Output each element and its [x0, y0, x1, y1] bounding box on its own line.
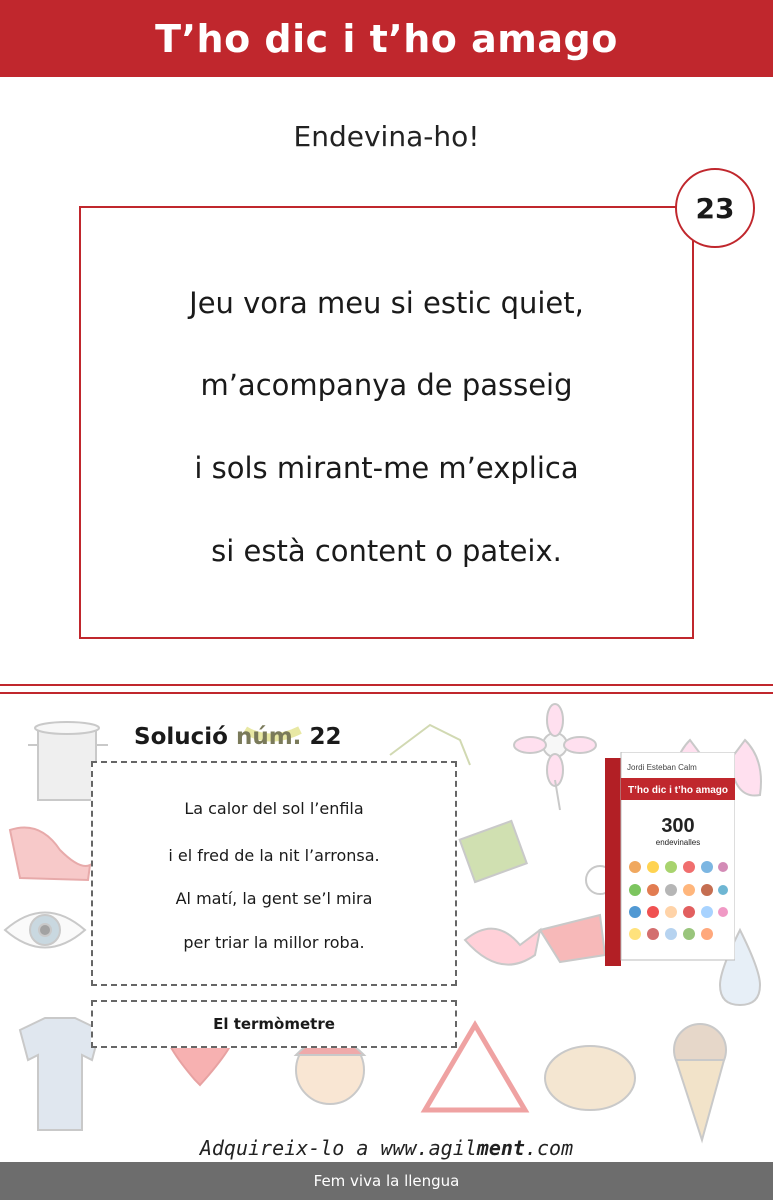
solution-line: Al matí, la gent se’l mira	[175, 889, 373, 908]
riddle-line: Jeu vora meu si estic quiet,	[189, 286, 584, 320]
answer-text: El termòmetre	[213, 1015, 335, 1033]
footer-bar	[0, 1162, 773, 1200]
eye-icon	[5, 913, 85, 948]
sharpener-icon	[460, 821, 527, 882]
book-author: Jordi Esteban Calm	[627, 763, 697, 772]
footer-text: Fem viva la llengua	[313, 1172, 460, 1190]
shirt-icon	[20, 1018, 100, 1130]
promo-bold: ment	[476, 1136, 525, 1160]
ice-cream-icon	[674, 1024, 726, 1140]
solution-line: i el fred de la nit l’arronsa.	[168, 846, 380, 865]
riddle-number-badge: 23	[675, 168, 755, 248]
book-cover[interactable]	[605, 752, 735, 966]
mantis-icon	[390, 725, 470, 765]
purchase-link[interactable]	[0, 1136, 773, 1160]
book-count: 300	[661, 815, 695, 837]
book-title: T’ho dic i t’ho amago	[628, 785, 728, 796]
riddle-line: i sols mirant-me m’explica	[194, 451, 579, 485]
riddle-box	[79, 206, 694, 639]
promo-suffix: .com	[524, 1136, 574, 1160]
flower-icon	[514, 704, 596, 810]
palette-icon	[545, 1046, 635, 1110]
solution-line: per triar la millor roba.	[183, 933, 365, 952]
drill-icon	[540, 915, 605, 962]
solution-line: La calor del sol l’enfila	[184, 799, 364, 818]
promo-prefix: Adquireix-lo a www.agil	[199, 1136, 477, 1160]
solution-riddle-box	[91, 761, 457, 986]
subtitle: Endevina-ho!	[293, 120, 480, 153]
book-subtitle: endevinalles	[655, 838, 701, 847]
solution-label: Solució	[134, 724, 228, 750]
fish-icon	[465, 929, 540, 965]
solution-num-label: núm.	[235, 724, 302, 750]
riddle-line: m’acompanya de passeig	[200, 368, 573, 402]
solution-heading	[134, 724, 341, 750]
shoe-icon	[10, 828, 90, 881]
page-title: T’ho dic i t’ho amago	[155, 16, 618, 61]
divider	[0, 692, 773, 694]
riddle-line: si està content o pateix.	[211, 534, 562, 568]
header-bar	[0, 0, 773, 77]
solution-number: 22	[309, 724, 342, 750]
answer-box	[91, 1000, 457, 1048]
divider	[0, 684, 773, 686]
